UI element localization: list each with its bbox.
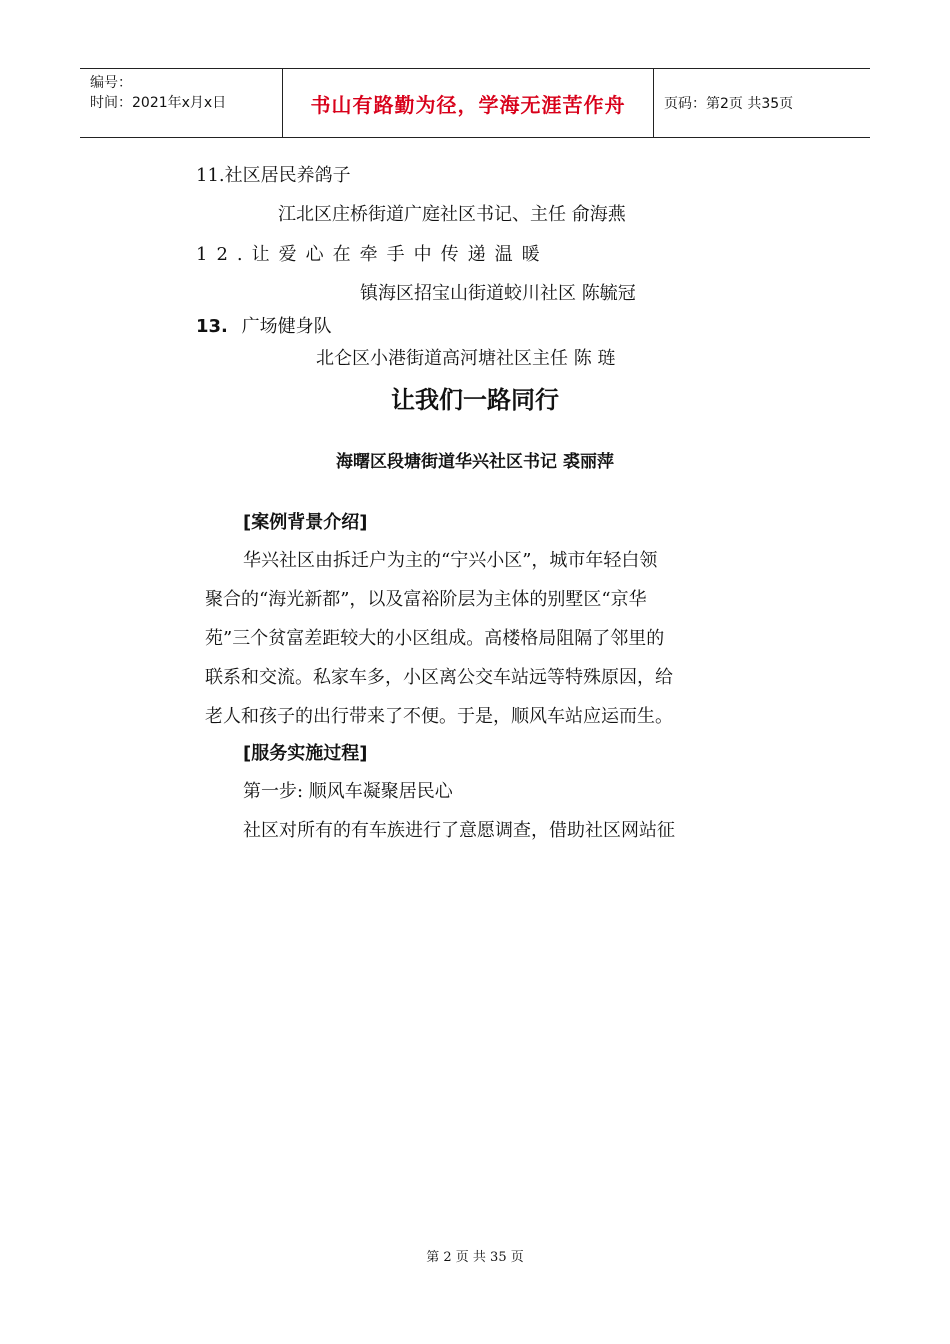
page-header xyxy=(80,68,870,138)
page-footer: 第 2 页 共 35 页 xyxy=(426,1250,524,1265)
header-motto-cell xyxy=(282,69,654,137)
section-heading-process: [服务实施过程] xyxy=(243,743,368,764)
step-heading: 第一步: 顺风车凝聚居民心 xyxy=(243,781,453,802)
paragraph-line: 社区对所有的有车族进行了意愿调查，借助社区网站征 xyxy=(243,820,675,841)
section-heading-background: [案例背景介绍] xyxy=(243,512,368,533)
list-item-12-author: 镇海区招宝山街道蛟川社区 陈毓冠 xyxy=(360,283,636,304)
code-label: 编号： xyxy=(90,75,132,91)
paragraph-line: 苑”三个贫富差距较大的小区组成。高楼格局阻隔了邻里的 xyxy=(205,628,665,649)
list-item-11-title: 11.社区居民养鸽子 xyxy=(196,165,351,186)
article-author: 海曙区段塘街道华兴社区书记 裘丽萍 xyxy=(336,452,614,472)
header-meta xyxy=(80,69,282,137)
paragraph-line: 华兴社区由拆迁户为主的“宁兴小区”，城市年轻白领 xyxy=(243,550,658,571)
paragraph-line: 老人和孩子的出行带来了不便。于是，顺风车站应运而生。 xyxy=(205,706,673,727)
list-item-11-author: 江北区庄桥街道广庭社区书记、主任 俞海燕 xyxy=(278,204,626,225)
list-item-13-title xyxy=(196,315,332,339)
list-item-12-title: 12.让爱心在牵手中传递温暖 xyxy=(196,244,549,265)
list-item-13-author: 北仑区小港街道高河塘社区主任 陈 琏 xyxy=(316,348,616,369)
header-motto: 书山有路勤为径，学海无涯苦作舟 xyxy=(310,92,626,117)
list-item-13-number: 13. xyxy=(196,316,228,337)
header-page-info: 页码：第2页 共35页 xyxy=(664,96,794,112)
time-label: 时间：2021年x月x日 xyxy=(90,95,227,111)
paragraph-line: 聚合的“海光新都”，以及富裕阶层为主体的别墅区“京华 xyxy=(205,589,647,610)
paragraph-line: 联系和交流。私家车多，小区离公交车站远等特殊原因，给 xyxy=(205,667,673,688)
article-title: 让我们一路同行 xyxy=(391,386,559,414)
list-item-13-text: 广场健身队 xyxy=(241,316,332,337)
